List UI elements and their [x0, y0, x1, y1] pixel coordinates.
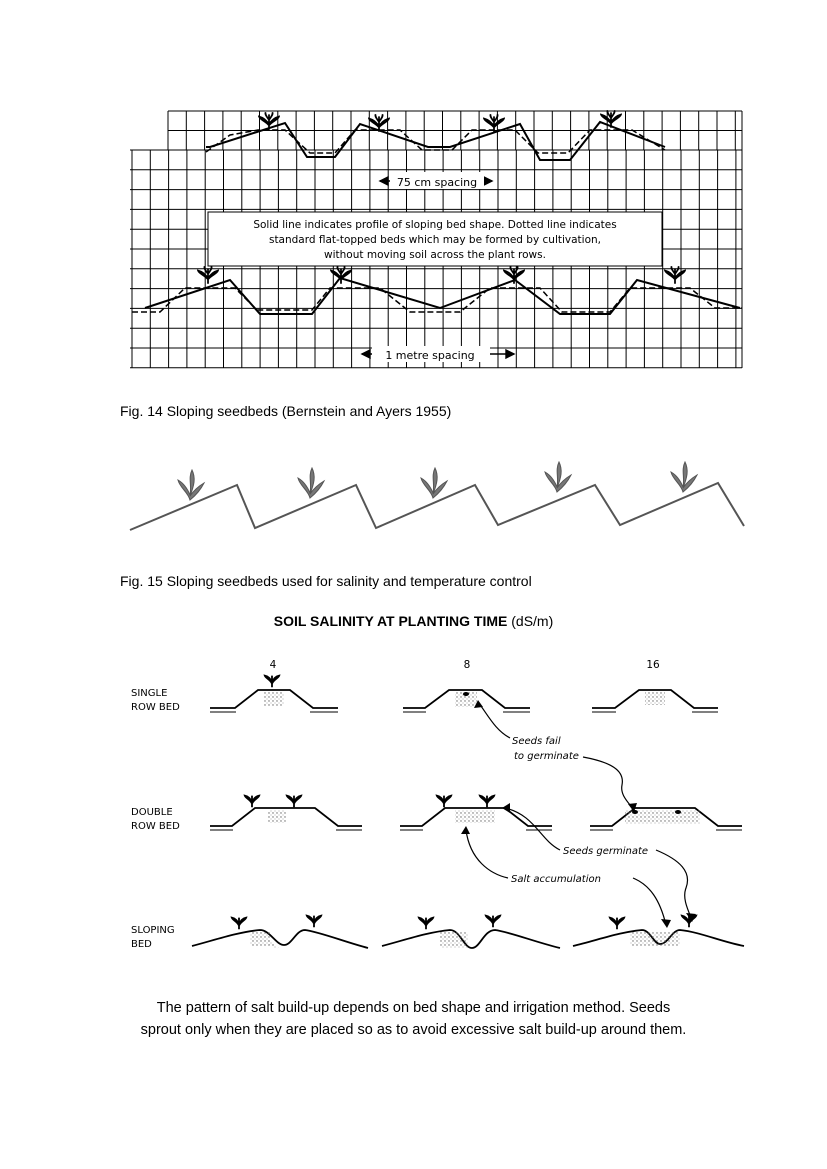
salinity-column-4: 4 [269, 659, 277, 671]
label-seeds-fail-2: to germinate [514, 751, 579, 762]
label-seeds-fail-1: Seeds fail [512, 736, 561, 747]
label-seeds-germinate: Seeds germinate [563, 846, 649, 857]
row-label-single-1: SINGLE [131, 688, 168, 699]
salinity-heading-unit: (dS/m) [511, 613, 554, 629]
fig14-caption: Fig. 14 Sloping seedbeds (Bernstein and Ayers 1955) [120, 403, 452, 419]
row-label-double-1: DOUBLE [131, 807, 173, 818]
body-paragraph-line-2: sprout only when they are placed so as to avoid excessive salt build-up around them. [140, 1022, 687, 1038]
label-salt-accumulation: Salt accumulation [511, 874, 601, 885]
spacing-label-75cm: 75 cm spacing [396, 176, 478, 189]
salinity-column-8: 8 [463, 659, 471, 671]
sloping-bed-8 [382, 916, 560, 948]
legend-note-line-1: Solid line indicates profile of sloping bed shape. Dotted line indicates [253, 219, 617, 231]
double-row-bed-16 [590, 808, 742, 830]
row-label-sloping-1: SLOPING [131, 925, 175, 936]
single-row-bed-8 [403, 690, 530, 712]
sloping-bed-16 [573, 916, 744, 946]
legend-note-line-2: standard flat-topped beds which may be formed by cultivation, [268, 234, 602, 246]
row-label-sloping-2: BED [131, 939, 152, 950]
double-row-bed-8 [400, 796, 552, 830]
single-row-bed-16 [592, 690, 718, 712]
fig15-caption: Fig. 15 Sloping seedbeds used for salinity and temperature control [120, 573, 532, 589]
body-paragraph-line-1: The pattern of salt build-up depends on bed shape and irrigation method. Seeds [156, 1000, 671, 1016]
salinity-column-16: 16 [646, 659, 660, 671]
row-label-single-2: ROW BED [131, 702, 180, 713]
single-row-bed-4 [210, 676, 338, 712]
double-row-bed-4 [210, 796, 362, 830]
legend-note-line-3: without moving soil across the plant rows. [324, 249, 546, 261]
salinity-heading-title: SOIL SALINITY AT PLANTING TIME [273, 613, 508, 629]
spacing-label-1m: 1 metre spacing [385, 349, 475, 362]
sloping-bed-4 [192, 916, 368, 949]
row-label-double-2: ROW BED [131, 821, 180, 832]
body-paragraph [100, 997, 727, 1041]
